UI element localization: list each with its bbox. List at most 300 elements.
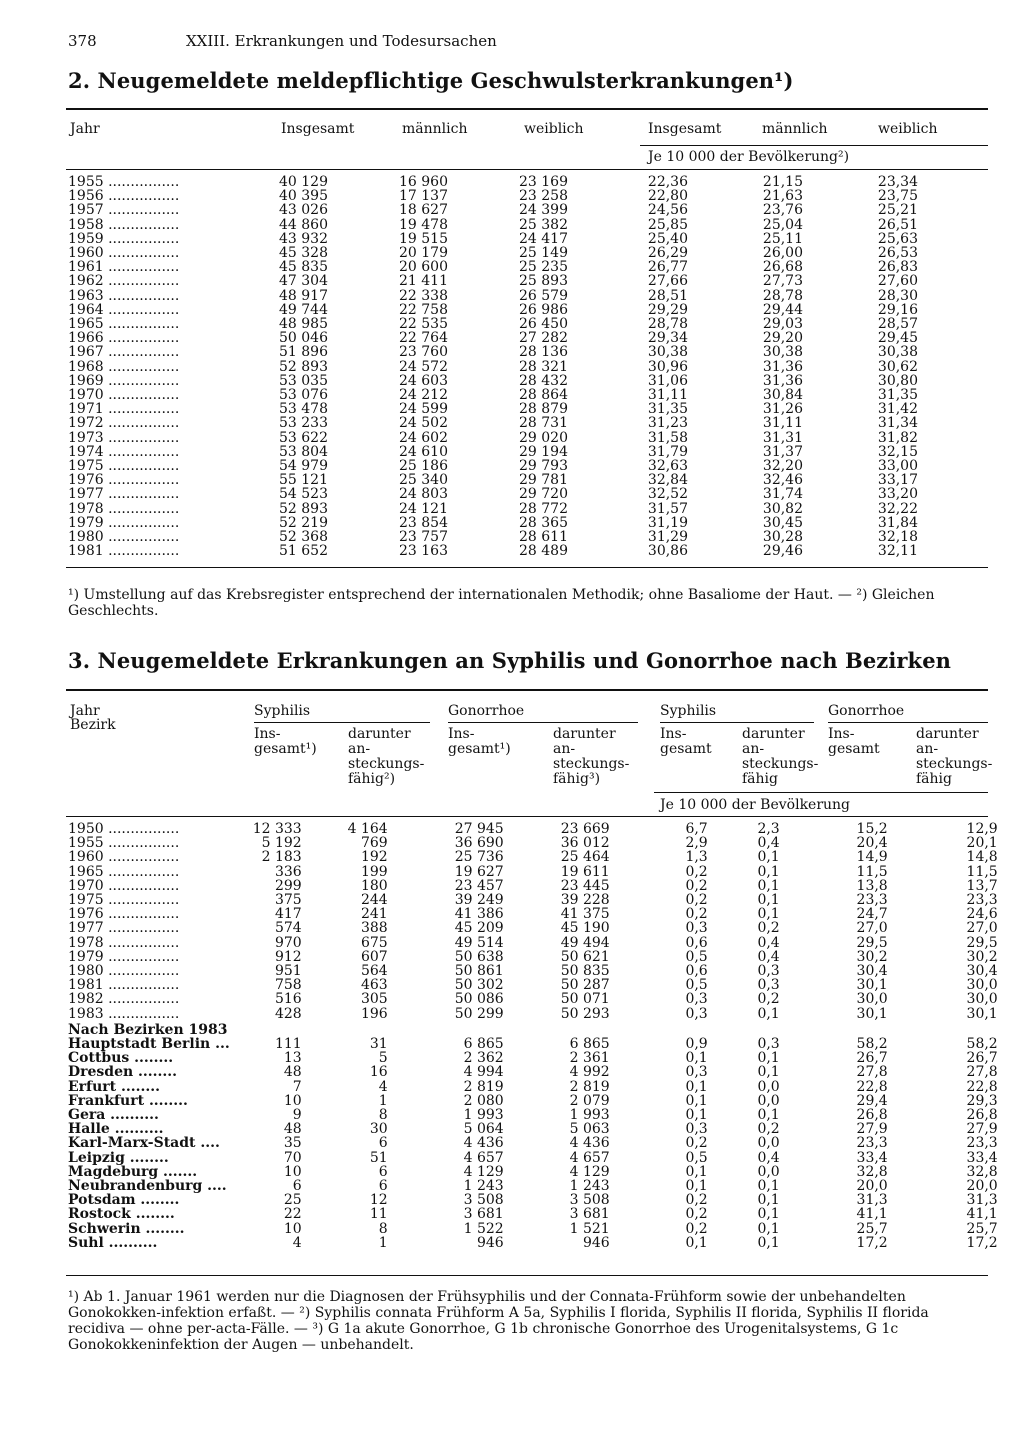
value-cell: 0,2 bbox=[685, 906, 708, 923]
year-cell: 1955 ................ bbox=[68, 835, 180, 852]
value-cell: 51 652 bbox=[279, 543, 328, 560]
value-cell: 336 bbox=[274, 863, 302, 880]
value-cell: 0,1 bbox=[757, 877, 780, 894]
value-cell: 3 681 bbox=[569, 1206, 610, 1223]
district-name: Karl-Marx-Stadt .... bbox=[68, 1135, 220, 1152]
value-cell: 50 046 bbox=[279, 330, 328, 347]
table3-col-syphilis-rate-insgesamt: Ins- gesamt bbox=[660, 726, 712, 757]
year-cell: 1959 ................ bbox=[68, 230, 180, 247]
value-cell: 15,2 bbox=[856, 821, 888, 837]
value-cell: 0,2 bbox=[757, 991, 780, 1008]
value-cell: 41,1 bbox=[966, 1206, 998, 1223]
value-cell: 23 760 bbox=[399, 344, 448, 361]
year-cell: 1970 ................ bbox=[68, 387, 180, 404]
value-cell: 564 bbox=[360, 963, 388, 980]
value-cell: 27,8 bbox=[966, 1064, 998, 1081]
table3-gonorrhoe-rate-rule bbox=[828, 722, 988, 723]
table2-rate-rule bbox=[640, 145, 988, 146]
table-row bbox=[68, 893, 998, 907]
value-cell: 758 bbox=[274, 977, 302, 994]
value-cell: 28,30 bbox=[877, 287, 918, 304]
value-cell: 1 993 bbox=[463, 1107, 504, 1124]
value-cell: 2 079 bbox=[569, 1092, 610, 1109]
value-cell: 4 129 bbox=[463, 1163, 504, 1180]
year-cell: 1973 ................ bbox=[68, 429, 180, 446]
value-cell: 0,1 bbox=[685, 1092, 708, 1109]
value-cell: 1 521 bbox=[569, 1220, 610, 1237]
value-cell: 19 611 bbox=[560, 863, 610, 880]
value-cell: 31,36 bbox=[762, 372, 803, 389]
value-cell: 5 bbox=[378, 1050, 388, 1067]
value-cell: 12 bbox=[369, 1192, 388, 1209]
value-cell: 29,34 bbox=[647, 330, 688, 347]
table3-syphilis-rate-rule bbox=[660, 722, 814, 723]
value-cell: 32,8 bbox=[856, 1163, 888, 1180]
value-cell: 1 243 bbox=[463, 1178, 504, 1195]
value-cell: 4 164 bbox=[347, 821, 388, 837]
value-cell: 26,29 bbox=[647, 245, 688, 262]
value-cell: 50 071 bbox=[560, 991, 610, 1008]
value-cell: 25,11 bbox=[762, 230, 803, 247]
year-cell: 1975 ................ bbox=[68, 458, 180, 475]
year-cell: 1977 ................ bbox=[68, 920, 180, 937]
value-cell: 0,1 bbox=[757, 849, 780, 866]
table2-per-10000-label: Je 10 000 der Bevölkerung²) bbox=[648, 149, 850, 165]
value-cell: 0,5 bbox=[685, 948, 708, 965]
value-cell: 25 235 bbox=[519, 259, 568, 276]
value-cell: 0,3 bbox=[757, 1036, 780, 1053]
table3-group-gonorrhoe: Gonorrhoe bbox=[448, 703, 525, 719]
value-cell: 11,5 bbox=[856, 863, 888, 880]
value-cell: 31,57 bbox=[647, 500, 688, 517]
table-row bbox=[68, 260, 918, 274]
value-cell: 516 bbox=[274, 991, 302, 1008]
year-cell: 1950 ................ bbox=[68, 821, 180, 837]
value-cell: 49 514 bbox=[454, 934, 504, 951]
value-cell: 0,1 bbox=[685, 1107, 708, 1124]
table2-col-maennlich-rate: männlich bbox=[762, 121, 828, 137]
subheading-row bbox=[68, 1021, 998, 1037]
value-cell: 26,00 bbox=[762, 245, 803, 262]
value-cell: 0,2 bbox=[757, 920, 780, 937]
value-cell: 26 450 bbox=[519, 316, 568, 333]
year-cell: 1977 ................ bbox=[68, 486, 180, 503]
value-cell: 24 599 bbox=[399, 401, 448, 418]
value-cell: 30,1 bbox=[856, 1005, 888, 1022]
table-row bbox=[68, 502, 918, 516]
table-row bbox=[68, 544, 918, 558]
value-cell: 24 212 bbox=[399, 387, 448, 404]
table-row bbox=[68, 1108, 998, 1122]
value-cell: 24 399 bbox=[519, 202, 568, 219]
value-cell: 23 163 bbox=[399, 543, 448, 560]
value-cell: 29,29 bbox=[647, 301, 688, 318]
value-cell: 27,9 bbox=[966, 1121, 998, 1138]
value-cell: 0,2 bbox=[685, 1220, 708, 1237]
value-cell: 50 302 bbox=[454, 977, 504, 994]
value-cell: 31,06 bbox=[647, 372, 688, 389]
table-row bbox=[68, 936, 998, 950]
value-cell: 50 287 bbox=[560, 977, 610, 994]
value-cell: 36 690 bbox=[454, 835, 504, 852]
value-cell: 31,3 bbox=[856, 1192, 888, 1209]
table2-bottom-rule bbox=[66, 567, 988, 568]
year-cell: 1968 ................ bbox=[68, 358, 180, 375]
value-cell: 28,51 bbox=[647, 287, 688, 304]
table-row bbox=[68, 175, 918, 189]
value-cell: 18 627 bbox=[399, 202, 448, 219]
value-cell: 6 bbox=[378, 1178, 388, 1195]
value-cell: 31,34 bbox=[877, 415, 918, 432]
year-cell: 1975 ................ bbox=[68, 892, 180, 909]
value-cell: 0,3 bbox=[685, 920, 708, 937]
value-cell: 3 508 bbox=[463, 1192, 504, 1209]
table-row bbox=[68, 836, 998, 850]
table2-body bbox=[68, 175, 918, 558]
table-row bbox=[68, 907, 998, 921]
value-cell: 25 bbox=[283, 1192, 302, 1209]
value-cell: 45 328 bbox=[279, 245, 328, 262]
value-cell: 44 860 bbox=[279, 216, 328, 233]
value-cell: 48 985 bbox=[279, 316, 328, 333]
value-cell: 30,86 bbox=[647, 543, 688, 560]
value-cell: 30 bbox=[369, 1121, 388, 1138]
value-cell: 30,45 bbox=[762, 514, 803, 531]
value-cell: 24 121 bbox=[399, 500, 448, 517]
value-cell: 0,1 bbox=[757, 906, 780, 923]
table-row bbox=[68, 1222, 998, 1236]
value-cell: 29,45 bbox=[877, 330, 918, 347]
value-cell: 23,76 bbox=[762, 202, 803, 219]
value-cell: 32,22 bbox=[877, 500, 918, 517]
value-cell: 22 764 bbox=[399, 330, 448, 347]
value-cell: 3 681 bbox=[463, 1206, 504, 1223]
year-cell: 1963 ................ bbox=[68, 287, 180, 304]
value-cell: 27,66 bbox=[647, 273, 688, 290]
table2-col-jahr: Jahr bbox=[70, 121, 100, 137]
value-cell: 26,7 bbox=[966, 1050, 998, 1067]
table3-col-syphilis-darunter: darunter an- steckungs- fähig²) bbox=[348, 726, 425, 787]
year-cell: 1979 ................ bbox=[68, 514, 180, 531]
table2-rows bbox=[68, 175, 918, 558]
value-cell: 30,38 bbox=[877, 344, 918, 361]
value-cell: 51 896 bbox=[279, 344, 328, 361]
value-cell: 0,2 bbox=[757, 1121, 780, 1138]
value-cell: 33,4 bbox=[966, 1149, 998, 1166]
table-row bbox=[68, 232, 918, 246]
value-cell: 2 361 bbox=[569, 1050, 610, 1067]
value-cell: 0,0 bbox=[757, 1135, 780, 1152]
value-cell: 2 819 bbox=[463, 1078, 504, 1095]
value-cell: 16 960 bbox=[399, 174, 448, 190]
value-cell: 32,15 bbox=[877, 443, 918, 460]
value-cell: 6 865 bbox=[463, 1036, 504, 1053]
value-cell: 23 457 bbox=[454, 877, 504, 894]
value-cell: 19 478 bbox=[399, 216, 448, 233]
year-cell: 1976 ................ bbox=[68, 906, 180, 923]
value-cell: 0,2 bbox=[685, 892, 708, 909]
value-cell: 29,46 bbox=[762, 543, 803, 560]
table-row bbox=[68, 1065, 998, 1079]
value-cell: 1 bbox=[378, 1092, 388, 1109]
value-cell: 22,36 bbox=[647, 174, 688, 190]
table-row bbox=[68, 850, 998, 864]
value-cell: 25 464 bbox=[560, 849, 610, 866]
value-cell: 31,26 bbox=[762, 401, 803, 418]
table-row bbox=[68, 246, 918, 260]
value-cell: 28 432 bbox=[519, 372, 568, 389]
value-cell: 23 445 bbox=[560, 877, 610, 894]
value-cell: 45 835 bbox=[279, 259, 328, 276]
table-row bbox=[68, 345, 918, 359]
table-row bbox=[68, 431, 918, 445]
value-cell: 12,9 bbox=[966, 821, 998, 837]
table-row bbox=[68, 317, 918, 331]
value-cell: 23,75 bbox=[877, 188, 918, 205]
value-cell: 30,84 bbox=[762, 387, 803, 404]
value-cell: 11,5 bbox=[966, 863, 998, 880]
value-cell: 2 819 bbox=[569, 1078, 610, 1095]
value-cell: 32,20 bbox=[762, 458, 803, 475]
value-cell: 30,38 bbox=[762, 344, 803, 361]
value-cell: 53 076 bbox=[279, 387, 328, 404]
value-cell: 0,5 bbox=[685, 1149, 708, 1166]
year-cell: 1956 ................ bbox=[68, 188, 180, 205]
year-cell: 1966 ................ bbox=[68, 330, 180, 347]
value-cell: 49 494 bbox=[560, 934, 610, 951]
value-cell: 30,0 bbox=[966, 977, 998, 994]
year-cell: 1982 ................ bbox=[68, 991, 180, 1008]
value-cell: 23,34 bbox=[877, 174, 918, 190]
value-cell: 6 bbox=[292, 1178, 302, 1195]
table-row bbox=[68, 416, 918, 430]
value-cell: 47 304 bbox=[279, 273, 328, 290]
table3-top-rule bbox=[66, 689, 988, 691]
value-cell: 30,82 bbox=[762, 500, 803, 517]
table3-title: 3. Neugemeldete Erkrankungen an Syphilis und Gonorrhoe nach Bezirken bbox=[68, 648, 952, 673]
value-cell: 0,1 bbox=[757, 1005, 780, 1022]
table-row bbox=[68, 964, 998, 978]
year-cell: 1971 ................ bbox=[68, 401, 180, 418]
value-cell: 0,4 bbox=[757, 1149, 780, 1166]
value-cell: 39 228 bbox=[560, 892, 610, 909]
value-cell: 53 804 bbox=[279, 443, 328, 460]
value-cell: 25,85 bbox=[647, 216, 688, 233]
value-cell: 14,8 bbox=[966, 849, 998, 866]
value-cell: 0,1 bbox=[757, 1050, 780, 1067]
value-cell: 24,7 bbox=[856, 906, 888, 923]
year-cell: 1970 ................ bbox=[68, 877, 180, 894]
table3-col-gonorrhoe-rate-insgesamt: Ins- gesamt bbox=[828, 726, 880, 757]
year-cell: 1981 ................ bbox=[68, 977, 180, 994]
value-cell: 951 bbox=[274, 963, 302, 980]
value-cell: 4 bbox=[292, 1234, 302, 1251]
value-cell: 28 772 bbox=[519, 500, 568, 517]
value-cell: 22,8 bbox=[966, 1078, 998, 1095]
table-row bbox=[68, 1165, 998, 1179]
value-cell: 26,68 bbox=[762, 259, 803, 276]
value-cell: 28 879 bbox=[519, 401, 568, 418]
value-cell: 30,96 bbox=[647, 358, 688, 375]
value-cell: 10 bbox=[283, 1163, 302, 1180]
value-cell: 26,8 bbox=[856, 1107, 888, 1124]
table-row bbox=[68, 516, 918, 530]
value-cell: 4 129 bbox=[569, 1163, 610, 1180]
table-row bbox=[68, 189, 918, 203]
value-cell: 26,83 bbox=[877, 259, 918, 276]
table3-body bbox=[68, 822, 998, 1250]
value-cell: 28,78 bbox=[647, 316, 688, 333]
value-cell: 25,40 bbox=[647, 230, 688, 247]
value-cell: 25,7 bbox=[966, 1220, 998, 1237]
table-row bbox=[68, 388, 918, 402]
value-cell: 24 610 bbox=[399, 443, 448, 460]
value-cell: 29 781 bbox=[519, 472, 568, 489]
table-row bbox=[68, 1007, 998, 1021]
table3-col-gonorrhoe-rate-darunter: darunter an- steckungs- fähig bbox=[916, 726, 993, 787]
value-cell: 70 bbox=[283, 1149, 302, 1166]
value-cell: 0,0 bbox=[757, 1163, 780, 1180]
value-cell: 0,9 bbox=[685, 1036, 708, 1053]
value-cell: 41 375 bbox=[560, 906, 610, 923]
table2-col-weiblich: weiblich bbox=[524, 121, 584, 137]
value-cell: 31,3 bbox=[966, 1192, 998, 1209]
value-cell: 0,1 bbox=[757, 1220, 780, 1237]
value-cell: 0,0 bbox=[757, 1078, 780, 1095]
year-cell: 1965 ................ bbox=[68, 316, 180, 333]
value-cell: 0,2 bbox=[685, 1206, 708, 1223]
value-cell: 54 979 bbox=[279, 458, 328, 475]
table-row bbox=[68, 1151, 998, 1165]
value-cell: 0,5 bbox=[685, 977, 708, 994]
value-cell: 33,00 bbox=[877, 458, 918, 475]
value-cell: 26,53 bbox=[877, 245, 918, 262]
table-row bbox=[68, 487, 918, 501]
table-row bbox=[68, 1179, 998, 1193]
value-cell: 40 395 bbox=[279, 188, 328, 205]
value-cell: 2 183 bbox=[261, 849, 302, 866]
value-cell: 22,80 bbox=[647, 188, 688, 205]
table2-col-maennlich: männlich bbox=[402, 121, 468, 137]
value-cell: 52 893 bbox=[279, 500, 328, 517]
table3-header-rule bbox=[66, 816, 988, 817]
value-cell: 0,6 bbox=[685, 934, 708, 951]
value-cell: 27,60 bbox=[877, 273, 918, 290]
value-cell: 31,36 bbox=[762, 358, 803, 375]
value-cell: 375 bbox=[274, 892, 302, 909]
table3-per-10000-label: Je 10 000 der Bevölkerung bbox=[660, 797, 851, 813]
year-cell: 1969 ................ bbox=[68, 372, 180, 389]
value-cell: 21 411 bbox=[399, 273, 448, 290]
value-cell: 5 063 bbox=[569, 1121, 610, 1138]
table-row bbox=[68, 992, 998, 1006]
value-cell: 0,3 bbox=[685, 1005, 708, 1022]
value-cell: 0,1 bbox=[757, 1206, 780, 1223]
value-cell: 31,11 bbox=[647, 387, 688, 404]
districts-subheading: Nach Bezirken 1983 bbox=[68, 1021, 228, 1038]
year-cell: 1976 ................ bbox=[68, 472, 180, 489]
value-cell: 0,1 bbox=[685, 1050, 708, 1067]
value-cell: 35 bbox=[283, 1135, 302, 1152]
value-cell: 946 bbox=[476, 1234, 504, 1251]
value-cell: 20,0 bbox=[966, 1178, 998, 1195]
district-name: Hauptstadt Berlin ... bbox=[68, 1036, 230, 1053]
table-row bbox=[68, 402, 918, 416]
value-cell: 29,4 bbox=[856, 1092, 888, 1109]
table-row bbox=[68, 360, 918, 374]
value-cell: 14,9 bbox=[856, 849, 888, 866]
table2-col-weiblich-rate: weiblich bbox=[878, 121, 938, 137]
table-row bbox=[68, 445, 918, 459]
year-cell: 1962 ................ bbox=[68, 273, 180, 290]
value-cell: 29,20 bbox=[762, 330, 803, 347]
district-name: Magdeburg ....... bbox=[68, 1163, 198, 1180]
value-cell: 23 258 bbox=[519, 188, 568, 205]
year-cell: 1974 ................ bbox=[68, 443, 180, 460]
value-cell: 0,4 bbox=[757, 948, 780, 965]
value-cell: 0,3 bbox=[757, 963, 780, 980]
value-cell: 22 338 bbox=[399, 287, 448, 304]
value-cell: 23,3 bbox=[966, 1135, 998, 1152]
value-cell: 50 293 bbox=[560, 1005, 610, 1022]
year-cell: 1981 ................ bbox=[68, 543, 180, 560]
value-cell: 574 bbox=[274, 920, 302, 937]
value-cell: 22 bbox=[283, 1206, 302, 1223]
value-cell: 6 bbox=[378, 1135, 388, 1152]
value-cell: 0,1 bbox=[685, 1178, 708, 1195]
value-cell: 24 602 bbox=[399, 429, 448, 446]
value-cell: 27 945 bbox=[454, 821, 504, 837]
value-cell: 50 621 bbox=[560, 948, 610, 965]
value-cell: 0,2 bbox=[685, 1192, 708, 1209]
value-cell: 970 bbox=[274, 934, 302, 951]
value-cell: 29,3 bbox=[966, 1092, 998, 1109]
value-cell: 28 365 bbox=[519, 514, 568, 531]
value-cell: 6 bbox=[378, 1163, 388, 1180]
value-cell: 675 bbox=[360, 934, 388, 951]
value-cell: 13,7 bbox=[966, 877, 998, 894]
table-row bbox=[68, 303, 918, 317]
value-cell: 45 190 bbox=[560, 920, 610, 937]
value-cell: 607 bbox=[360, 948, 388, 965]
district-name: Frankfurt ........ bbox=[68, 1092, 188, 1109]
value-cell: 33,4 bbox=[856, 1149, 888, 1166]
page-number: 378 bbox=[68, 32, 97, 50]
value-cell: 17 137 bbox=[399, 188, 448, 205]
value-cell: 241 bbox=[360, 906, 388, 923]
value-cell: 24,56 bbox=[647, 202, 688, 219]
table3-rate-rule bbox=[654, 792, 988, 793]
value-cell: 4 657 bbox=[569, 1149, 610, 1166]
value-cell: 30,2 bbox=[966, 948, 998, 965]
value-cell: 31,35 bbox=[647, 401, 688, 418]
value-cell: 28 864 bbox=[519, 387, 568, 404]
value-cell: 30,2 bbox=[856, 948, 888, 965]
running-head bbox=[68, 32, 497, 50]
year-cell: 1960 ................ bbox=[68, 245, 180, 262]
value-cell: 25,63 bbox=[877, 230, 918, 247]
value-cell: 0,1 bbox=[685, 1234, 708, 1251]
value-cell: 50 835 bbox=[560, 963, 610, 980]
value-cell: 25 893 bbox=[519, 273, 568, 290]
value-cell: 26,7 bbox=[856, 1050, 888, 1067]
value-cell: 6,7 bbox=[685, 821, 708, 837]
table3-rows bbox=[68, 822, 998, 1250]
value-cell: 29,44 bbox=[762, 301, 803, 318]
table2-header-rule bbox=[66, 169, 988, 170]
value-cell: 30,0 bbox=[966, 991, 998, 1008]
table-row bbox=[68, 203, 918, 217]
